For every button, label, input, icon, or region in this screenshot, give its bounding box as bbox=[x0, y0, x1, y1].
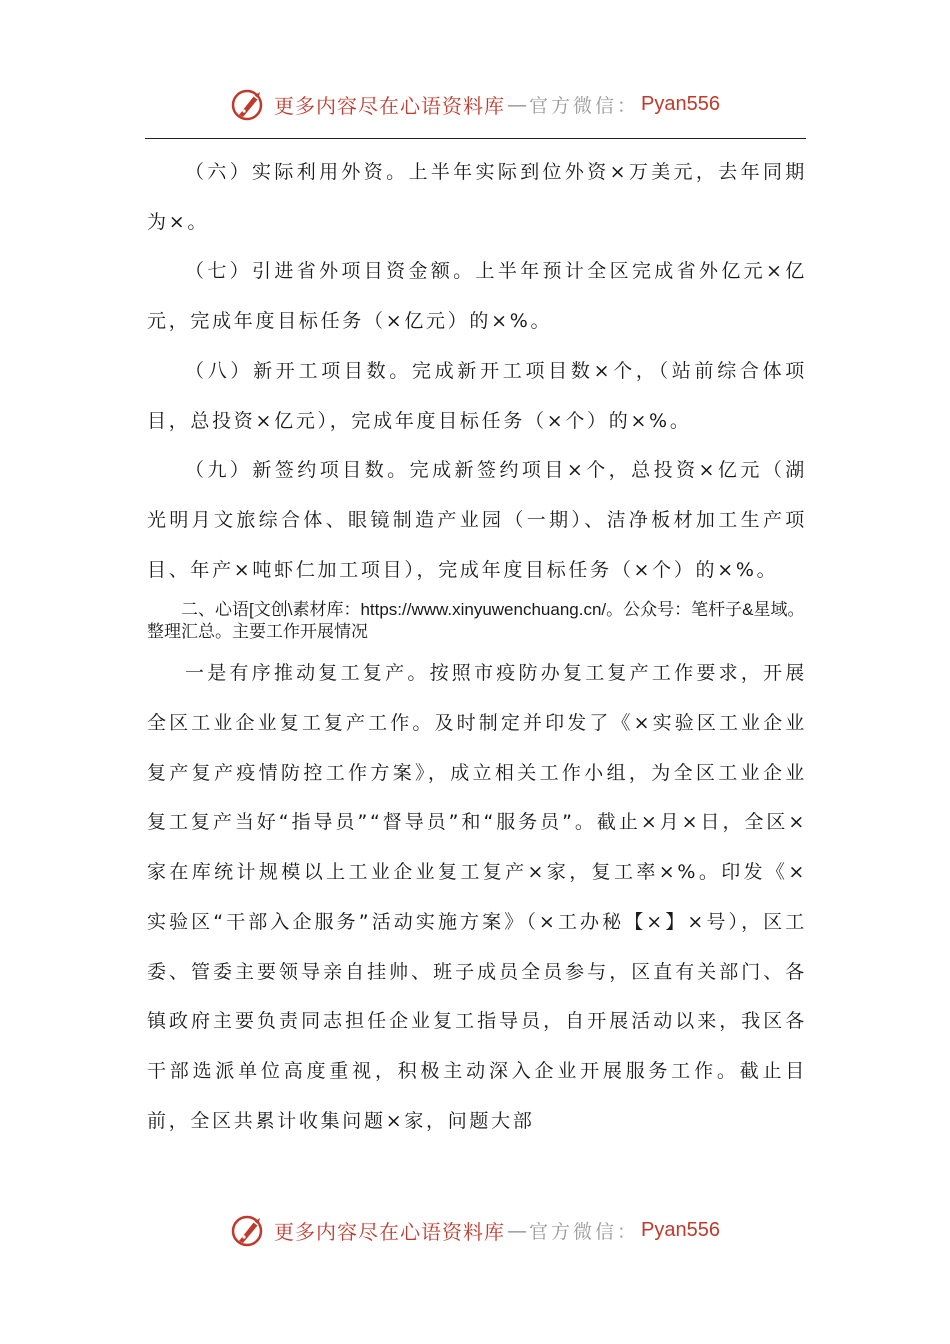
banner-main-text: 更多内容尽在心语资料库 bbox=[274, 93, 505, 118]
banner-separator: — bbox=[507, 92, 527, 116]
paragraph-out-of-province-funds: （七）引进省外项目资金额。上半年预计全区完成省外亿元×亿元，完成年度目标任务（×亿元）的×%。 bbox=[147, 260, 807, 333]
banner-wechat-id: Pyan556 bbox=[641, 92, 720, 115]
paragraph-foreign-investment: （六）实际利用外资。上半年实际到位外资×万美元，去年同期为×。 bbox=[147, 161, 807, 233]
document-body bbox=[147, 148, 807, 1146]
section-heading-watermark-note: 二、心语[文创\素材库：https://www.xinyuwenchuang.cn/。公众号：笔杆子&星域。整理汇总。主要工作开展情况 bbox=[147, 600, 805, 642]
pen-nib-logo-icon bbox=[230, 1210, 270, 1250]
header-watermark-banner bbox=[0, 84, 950, 124]
pen-nib-logo-icon bbox=[230, 84, 270, 124]
paragraph-resume-production: 一是有序推动复工复产。按照市疫防办复工复产工作要求，开展全区工业企业复工复产工作。及时制定并印发了《×实验区工业企业复产复产疫情防控工作方案》，成立相关工作小组，为全区工业企业复工复产当好“指导员”“督导员”和“服务员”。截止×月×日，全区×家在库统计规模以上工业企业复工复产×家，复工率×%。印发《×实验区“干部入企服务”活动实施方案》（×工办秘【×】×号），区工委、管委主要领导亲自挂帅、班子成员全员参与，区直有关部门、各镇政府主要负责同志担任企业复工指导员，自开展活动以来，我区各干部选派单位高度重视，积极主动深入企业开展服务工作。截止目前，全区共累计收集问题×家，问题大部 bbox=[147, 662, 807, 1132]
banner-wechat-label: 官方微信： bbox=[529, 94, 640, 117]
banner-wechat-label: 官方微信： bbox=[529, 1220, 640, 1243]
footer-watermark-banner bbox=[0, 1210, 950, 1250]
banner-separator: — bbox=[507, 1218, 527, 1242]
header-divider bbox=[145, 138, 806, 139]
banner-wechat-id: Pyan556 bbox=[641, 1218, 720, 1241]
banner-main-text: 更多内容尽在心语资料库 bbox=[274, 1219, 505, 1244]
paragraph-new-projects-started: （八）新开工项目数。完成新开工项目数×个，（站前综合体项目，总投资×亿元），完成年度目标任务（×个）的×%。 bbox=[147, 359, 807, 432]
paragraph-new-signed-projects: （九）新签约项目数。完成新签约项目×个，总投资×亿元（湖光明月文旅综合体、眼镜制造产业园（一期）、洁净板材加工生产项目、年产×吨虾仁加工项目），完成年度目标任务（×个）的×%。 bbox=[147, 459, 807, 581]
